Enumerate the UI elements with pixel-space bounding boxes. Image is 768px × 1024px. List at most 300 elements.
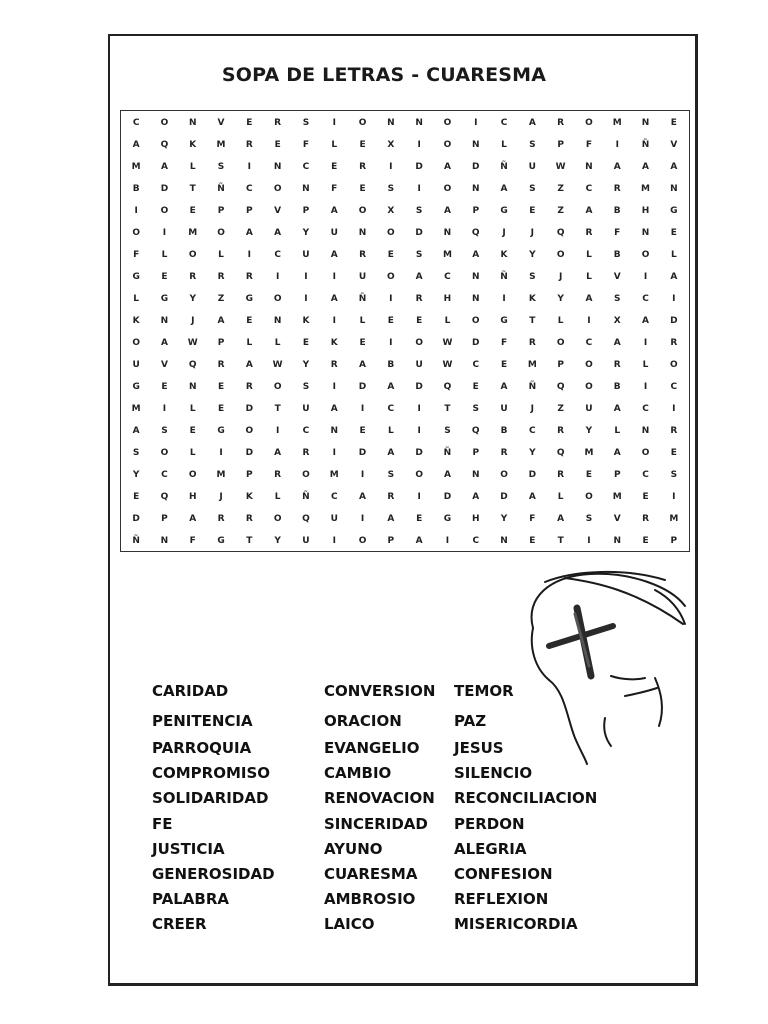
grid-letter: C bbox=[246, 184, 253, 194]
grid-letter: L bbox=[614, 426, 621, 436]
grid-letter: D bbox=[670, 316, 678, 326]
grid-letter: T bbox=[274, 404, 281, 414]
grid-letter: M bbox=[612, 492, 622, 502]
grid-letter: A bbox=[415, 272, 423, 282]
grid-letter: W bbox=[442, 360, 453, 370]
grid-letter: O bbox=[641, 448, 650, 458]
grid-letter: C bbox=[670, 382, 678, 392]
grid-letter: U bbox=[585, 404, 593, 414]
grid-letter: E bbox=[189, 426, 196, 436]
grid-letter: E bbox=[161, 272, 168, 282]
grid-letter: S bbox=[585, 514, 593, 524]
word-search-grid bbox=[122, 112, 688, 552]
grid-letter: L bbox=[218, 250, 224, 260]
grid-letter: H bbox=[188, 492, 197, 502]
word-list-item: AMBROSIO bbox=[324, 890, 416, 908]
grid-letter: E bbox=[217, 404, 225, 414]
grid-letter: A bbox=[528, 118, 536, 128]
grid-letter: G bbox=[132, 382, 140, 392]
grid-letter: P bbox=[217, 338, 225, 348]
grid-letter: U bbox=[302, 404, 310, 414]
grid-letter: Q bbox=[188, 360, 197, 370]
grid-letter: S bbox=[387, 184, 395, 194]
grid-letter: F bbox=[302, 140, 310, 150]
grid-letter: I bbox=[587, 316, 591, 326]
grid-letter: S bbox=[472, 404, 479, 414]
grid-letter: I bbox=[162, 404, 167, 414]
grid-letter: Q bbox=[556, 228, 565, 238]
grid-letter: M bbox=[442, 250, 452, 260]
grid-letter: L bbox=[557, 492, 564, 502]
grid-letter: I bbox=[445, 536, 450, 546]
grid-letter: G bbox=[443, 514, 452, 524]
grid-letter: S bbox=[132, 448, 140, 458]
grid-letter: Z bbox=[557, 404, 564, 414]
grid-letter: E bbox=[331, 162, 338, 172]
grid-letter: Ñ bbox=[217, 184, 225, 194]
grid-letter: I bbox=[275, 426, 280, 436]
grid-letter: I bbox=[417, 140, 421, 150]
grid-letter: N bbox=[415, 118, 423, 128]
grid-letter: A bbox=[245, 360, 253, 370]
grid-letter: A bbox=[387, 448, 395, 458]
grid-letter: P bbox=[302, 206, 310, 216]
grid-letter: S bbox=[415, 250, 423, 260]
grid-letter: F bbox=[529, 514, 536, 524]
grid-letter: F bbox=[189, 536, 196, 546]
grid-letter: M bbox=[188, 228, 198, 238]
grid-letter: A bbox=[160, 338, 168, 348]
grid-letter: O bbox=[132, 338, 140, 348]
ash-cross-forehead-illustration bbox=[505, 568, 690, 768]
grid-letter: W bbox=[187, 338, 198, 348]
grid-letter: P bbox=[472, 448, 480, 458]
grid-letter: L bbox=[586, 250, 592, 260]
grid-letter: L bbox=[444, 316, 451, 326]
grid-letter: B bbox=[613, 382, 621, 392]
grid-letter: W bbox=[442, 338, 453, 348]
word-list-item: CREER bbox=[152, 915, 207, 933]
grid-letter: O bbox=[160, 118, 169, 128]
word-list-item: AYUNO bbox=[324, 840, 383, 858]
grid-letter: Ñ bbox=[641, 140, 650, 150]
grid-letter: R bbox=[245, 514, 253, 524]
grid-letter: L bbox=[642, 360, 649, 370]
grid-letter: T bbox=[246, 536, 253, 546]
grid-letter: V bbox=[613, 272, 621, 282]
grid-letter: F bbox=[585, 140, 593, 150]
grid-letter: Y bbox=[500, 514, 508, 524]
grid-letter: G bbox=[500, 316, 508, 326]
grid-letter: E bbox=[416, 514, 423, 524]
grid-letter: O bbox=[217, 228, 225, 238]
word-list-item: RECONCILIACION bbox=[454, 789, 598, 807]
grid-letter: I bbox=[389, 162, 393, 172]
grid-letter: N bbox=[585, 162, 593, 172]
grid-letter: N bbox=[188, 118, 197, 128]
grid-letter: E bbox=[359, 426, 366, 436]
grid-letter: A bbox=[443, 206, 451, 216]
word-list-item: PALABRA bbox=[152, 890, 229, 908]
grid-letter: B bbox=[132, 184, 140, 194]
grid-letter: O bbox=[585, 118, 593, 128]
word-list-item: PAZ bbox=[454, 712, 487, 730]
grid-letter: S bbox=[387, 470, 395, 480]
grid-letter: D bbox=[245, 448, 254, 458]
word-list-item: SILENCIO bbox=[454, 764, 533, 782]
grid-letter: N bbox=[670, 184, 678, 194]
grid-letter: I bbox=[643, 382, 648, 392]
grid-letter: Y bbox=[557, 294, 564, 304]
grid-letter: N bbox=[273, 316, 282, 326]
word-list-item: ORACION bbox=[324, 712, 402, 730]
grid-letter: O bbox=[273, 294, 282, 304]
grid-letter: H bbox=[471, 514, 480, 524]
grid-letter: Y bbox=[189, 294, 196, 304]
grid-letter: I bbox=[332, 382, 336, 392]
grid-letter: A bbox=[245, 228, 253, 238]
grid-letter: R bbox=[189, 272, 197, 282]
grid-letter: R bbox=[330, 360, 338, 370]
grid-letter: R bbox=[274, 470, 282, 480]
grid-letter: I bbox=[587, 536, 591, 546]
grid-letter: O bbox=[387, 272, 395, 282]
grid-letter: I bbox=[332, 448, 336, 458]
grid-letter: A bbox=[528, 492, 536, 502]
grid-letter: S bbox=[444, 426, 451, 436]
grid-letter: O bbox=[443, 118, 452, 128]
grid-letter: A bbox=[670, 162, 678, 172]
grid-letter: N bbox=[641, 118, 650, 128]
grid-letter: G bbox=[245, 294, 254, 304]
grid-letter: E bbox=[387, 316, 394, 326]
grid-letter: N bbox=[188, 382, 197, 392]
grid-letter: E bbox=[302, 338, 310, 348]
word-list-item: TEMOR bbox=[454, 682, 514, 700]
grid-letter: O bbox=[358, 118, 367, 128]
grid-letter: U bbox=[132, 360, 140, 370]
grid-letter: A bbox=[160, 162, 168, 172]
word-list-item: EVANGELIO bbox=[324, 739, 420, 757]
grid-letter: X bbox=[613, 316, 621, 326]
grid-letter: I bbox=[643, 272, 648, 282]
grid-letter: E bbox=[359, 140, 366, 150]
grid-letter: B bbox=[387, 360, 395, 370]
grid-letter: D bbox=[472, 162, 480, 172]
page-title: SOPA DE LETRAS - CUARESMA bbox=[221, 64, 547, 86]
grid-letter: S bbox=[529, 272, 536, 282]
grid-letter: S bbox=[614, 294, 621, 304]
grid-letter: J bbox=[191, 316, 195, 326]
grid-letter: R bbox=[670, 338, 678, 348]
grid-letter: I bbox=[275, 272, 280, 282]
grid-letter: D bbox=[415, 382, 423, 392]
grid-letter: Q bbox=[443, 382, 452, 392]
grid-letter: O bbox=[160, 206, 169, 216]
word-list-item: CARIDAD bbox=[152, 682, 229, 700]
grid-letter: I bbox=[389, 294, 393, 304]
grid-letter: O bbox=[556, 338, 565, 348]
grid-letter: Z bbox=[217, 294, 225, 304]
grid-letter: D bbox=[415, 162, 423, 172]
grid-letter: L bbox=[274, 492, 281, 502]
word-list-item: SINCERIDAD bbox=[324, 815, 428, 833]
grid-letter: I bbox=[332, 536, 336, 546]
word-list-item: GENEROSIDAD bbox=[152, 865, 275, 883]
grid-letter: A bbox=[132, 426, 140, 436]
grid-letter: E bbox=[217, 382, 225, 392]
grid-letter: R bbox=[302, 448, 310, 458]
grid-letter: O bbox=[641, 250, 650, 260]
grid-letter: N bbox=[358, 228, 367, 238]
grid-letter: I bbox=[247, 250, 252, 260]
grid-letter: P bbox=[472, 206, 480, 216]
grid-letter: C bbox=[444, 272, 451, 282]
grid-letter: Ñ bbox=[500, 162, 508, 172]
grid-letter: A bbox=[585, 206, 593, 216]
word-list-item: JUSTICIA bbox=[152, 840, 225, 858]
grid-letter: O bbox=[415, 470, 423, 480]
grid-letter: I bbox=[672, 404, 676, 414]
grid-letter: K bbox=[132, 316, 140, 326]
grid-letter: R bbox=[245, 272, 253, 282]
grid-letter: K bbox=[528, 294, 536, 304]
grid-letter: I bbox=[417, 404, 421, 414]
grid-letter: C bbox=[585, 184, 593, 194]
grid-letter: A bbox=[443, 162, 451, 172]
grid-letter: A bbox=[415, 536, 423, 546]
grid-letter: E bbox=[670, 228, 677, 238]
grid-letter: S bbox=[529, 140, 536, 150]
grid-letter: O bbox=[387, 228, 395, 238]
grid-letter: Y bbox=[132, 470, 140, 480]
grid-letter: N bbox=[160, 536, 169, 546]
grid-letter: A bbox=[670, 272, 678, 282]
grid-letter: U bbox=[500, 404, 508, 414]
grid-letter: R bbox=[274, 118, 282, 128]
word-list-item: JESUS bbox=[454, 739, 504, 757]
grid-letter: O bbox=[245, 426, 254, 436]
grid-letter: M bbox=[329, 470, 339, 480]
grid-letter: N bbox=[471, 184, 480, 194]
grid-letter: A bbox=[132, 140, 140, 150]
grid-letter: Ñ bbox=[132, 536, 140, 546]
grid-letter: I bbox=[360, 470, 365, 480]
grid-letter: Y bbox=[529, 250, 536, 260]
grid-letter: M bbox=[669, 514, 679, 524]
grid-letter: L bbox=[246, 338, 253, 348]
grid-letter: S bbox=[161, 426, 168, 436]
grid-letter: R bbox=[415, 294, 423, 304]
grid-letter: O bbox=[188, 250, 197, 260]
grid-letter: T bbox=[557, 536, 564, 546]
grid-letter: C bbox=[472, 536, 480, 546]
grid-letter: O bbox=[443, 184, 452, 194]
grid-letter: W bbox=[555, 162, 566, 172]
grid-letter: E bbox=[529, 206, 536, 216]
grid-letter: C bbox=[500, 118, 508, 128]
grid-letter: D bbox=[358, 382, 367, 392]
grid-letter: I bbox=[672, 492, 676, 502]
grid-letter: U bbox=[528, 162, 536, 172]
grid-letter: N bbox=[471, 272, 480, 282]
grid-letter: P bbox=[246, 470, 253, 480]
grid-letter: K bbox=[330, 338, 338, 348]
grid-letter: R bbox=[557, 426, 565, 436]
grid-letter: S bbox=[217, 162, 225, 172]
grid-letter: J bbox=[219, 492, 223, 502]
grid-letter: O bbox=[585, 382, 593, 392]
grid-letter: M bbox=[216, 140, 226, 150]
grid-letter: C bbox=[642, 294, 649, 304]
grid-letter: E bbox=[642, 536, 649, 546]
grid-letter: D bbox=[500, 492, 508, 502]
grid-letter: O bbox=[273, 514, 282, 524]
grid-letter: F bbox=[331, 184, 338, 194]
grid-letter: A bbox=[387, 382, 395, 392]
grid-letter: P bbox=[246, 206, 253, 216]
grid-letter: C bbox=[472, 360, 480, 370]
grid-letter: Y bbox=[274, 536, 281, 546]
grid-letter: P bbox=[670, 536, 678, 546]
grid-letter: A bbox=[642, 162, 650, 172]
grid-letter: J bbox=[502, 228, 506, 238]
grid-letter: T bbox=[529, 316, 536, 326]
grid-letter: U bbox=[358, 272, 367, 282]
grid-letter: I bbox=[417, 184, 421, 194]
grid-letter: A bbox=[443, 470, 451, 480]
grid-letter: E bbox=[189, 206, 196, 216]
grid-letter: C bbox=[302, 426, 310, 436]
grid-letter: D bbox=[443, 492, 452, 502]
grid-letter: N bbox=[471, 294, 480, 304]
word-list-item: PARROQUIA bbox=[152, 739, 252, 757]
grid-letter: T bbox=[189, 184, 196, 194]
grid-letter: S bbox=[670, 470, 678, 480]
grid-letter: B bbox=[613, 250, 621, 260]
grid-letter: U bbox=[330, 514, 338, 524]
grid-letter: A bbox=[274, 228, 282, 238]
grid-letter: M bbox=[612, 118, 622, 128]
word-list-item: ALEGRIA bbox=[454, 840, 527, 858]
grid-letter: U bbox=[330, 228, 338, 238]
grid-letter: A bbox=[330, 250, 338, 260]
grid-letter: S bbox=[302, 118, 310, 128]
grid-letter: V bbox=[217, 118, 225, 128]
word-list-item: CUARESMA bbox=[324, 865, 418, 883]
grid-letter: O bbox=[302, 470, 310, 480]
grid-letter: N bbox=[387, 118, 395, 128]
grid-letter: O bbox=[500, 470, 508, 480]
grid-letter: V bbox=[160, 360, 168, 370]
grid-letter: T bbox=[444, 404, 451, 414]
grid-letter: L bbox=[501, 140, 507, 150]
grid-letter: N bbox=[471, 470, 480, 480]
grid-letter: Q bbox=[556, 382, 565, 392]
word-list-item: CONVERSION bbox=[324, 682, 436, 700]
grid-letter: E bbox=[529, 536, 536, 546]
word-list-item: REFLEXION bbox=[454, 890, 549, 908]
grid-letter: J bbox=[530, 228, 535, 238]
grid-letter: N bbox=[641, 228, 650, 238]
grid-letter: E bbox=[133, 492, 140, 502]
grid-letter: S bbox=[529, 184, 536, 194]
grid-letter: C bbox=[302, 162, 310, 172]
grid-letter: A bbox=[613, 162, 621, 172]
grid-letter: L bbox=[133, 294, 140, 304]
grid-letter: G bbox=[500, 206, 508, 216]
word-list-item: FE bbox=[152, 815, 173, 833]
grid-letter: O bbox=[443, 140, 452, 150]
grid-letter: C bbox=[330, 492, 338, 502]
grid-letter: E bbox=[500, 360, 508, 370]
grid-letter: C bbox=[529, 426, 536, 436]
grid-letter: M bbox=[131, 404, 141, 414]
grid-letter: K bbox=[500, 250, 508, 260]
grid-letter: E bbox=[585, 470, 593, 480]
grid-letter: R bbox=[217, 514, 225, 524]
grid-letter: W bbox=[272, 360, 283, 370]
grid-letter: J bbox=[530, 404, 535, 414]
grid-letter: I bbox=[247, 162, 252, 172]
grid-letter: Ñ bbox=[302, 492, 310, 502]
grid-letter: A bbox=[613, 338, 621, 348]
grid-letter: I bbox=[672, 294, 676, 304]
grid-letter: R bbox=[245, 382, 253, 392]
grid-letter: L bbox=[387, 426, 394, 436]
grid-letter: M bbox=[584, 448, 594, 458]
grid-letter: H bbox=[443, 294, 452, 304]
word-list-item: SOLIDARIDAD bbox=[152, 789, 269, 807]
grid-letter: A bbox=[330, 294, 338, 304]
grid-letter: R bbox=[613, 184, 621, 194]
grid-letter: Ñ bbox=[358, 294, 367, 304]
grid-letter: O bbox=[188, 470, 197, 480]
grid-letter: Q bbox=[160, 492, 169, 502]
grid-letter: O bbox=[585, 492, 593, 502]
grid-letter: E bbox=[642, 492, 649, 502]
grid-letter: C bbox=[387, 404, 395, 414]
grid-letter: O bbox=[670, 360, 678, 370]
grid-letter: O bbox=[415, 338, 423, 348]
grid-letter: A bbox=[557, 514, 565, 524]
grid-letter: R bbox=[585, 228, 593, 238]
grid-letter: L bbox=[189, 162, 196, 172]
grid-letter: K bbox=[245, 492, 253, 502]
grid-letter: E bbox=[670, 118, 677, 128]
grid-letter: L bbox=[586, 272, 592, 282]
grid-letter: D bbox=[415, 228, 423, 238]
grid-letter: A bbox=[330, 206, 338, 216]
grid-letter: F bbox=[133, 250, 140, 260]
word-list-item: CONFESION bbox=[454, 865, 553, 883]
grid-letter: P bbox=[161, 514, 168, 524]
grid-letter: L bbox=[331, 140, 338, 150]
grid-letter: A bbox=[472, 250, 480, 260]
grid-letter: E bbox=[161, 382, 168, 392]
grid-letter: I bbox=[304, 294, 308, 304]
grid-letter: A bbox=[613, 404, 621, 414]
grid-letter: I bbox=[332, 316, 336, 326]
grid-letter: F bbox=[614, 228, 621, 238]
grid-letter: V bbox=[670, 140, 678, 150]
grid-letter: C bbox=[642, 404, 649, 414]
grid-letter: L bbox=[189, 448, 196, 458]
grid-letter: I bbox=[417, 426, 421, 436]
grid-letter: E bbox=[472, 382, 479, 392]
grid-letter: S bbox=[302, 382, 310, 392]
grid-letter: U bbox=[302, 536, 310, 546]
